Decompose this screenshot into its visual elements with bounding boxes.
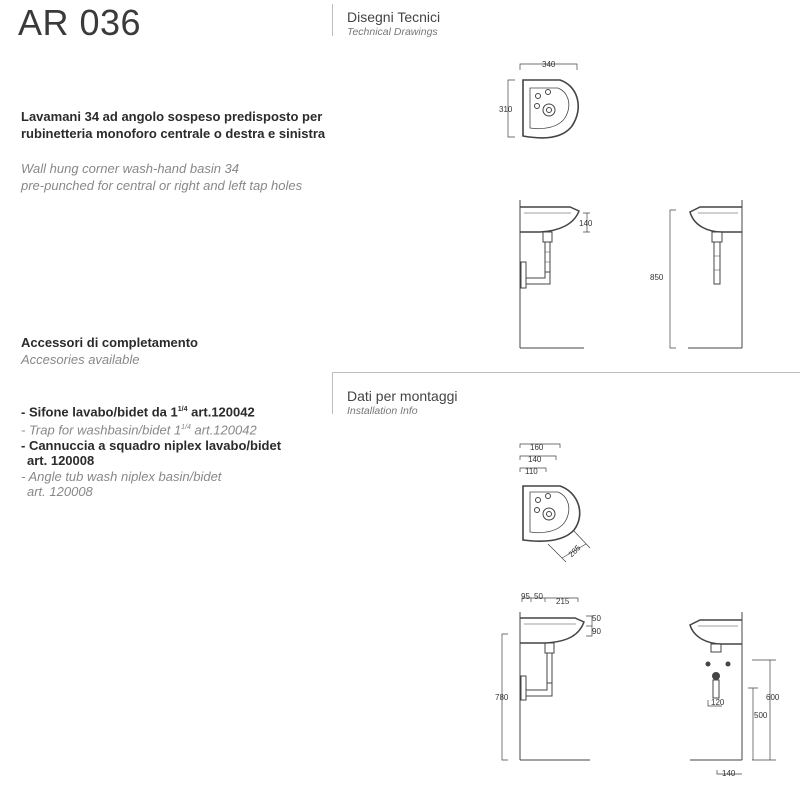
dim-top-depth: 310 [499, 105, 513, 114]
description-italian-line1: Lavamani 34 ad angolo sospeso predisposto per [21, 109, 323, 124]
dim-inst-50a: 50 [534, 592, 543, 601]
accessory-1-italian: - Sifone lavabo/bidet da $1^{1/4}$ art.120042 [21, 404, 255, 420]
top-view-drawing [508, 64, 578, 138]
accessory-2-english-line2: art. 120008 [27, 484, 93, 500]
accessories-title-italian: Accessori di completamento [21, 335, 198, 350]
dim-inst-120: 120 [711, 698, 725, 707]
description-english-line2: pre-punched for central or right and left tap holes [21, 178, 303, 193]
accessory-2-english-line1: - Angle tub wash niplex basin/bidet [21, 468, 222, 484]
installation-side-view [690, 612, 776, 774]
installation-front-view [502, 598, 592, 760]
description-english-line1: Wall hung corner wash-hand basin 34 [21, 161, 240, 176]
dim-inst-95: 95 [521, 592, 530, 601]
installation-title: Dati per montaggi [347, 388, 458, 404]
dim-inst-780: 780 [495, 693, 509, 702]
accessories-title-english: Accesories available [21, 352, 140, 367]
technical-drawings-subtitle: Technical Drawings [347, 26, 438, 38]
product-code: AR 036 [18, 2, 142, 43]
dim-inst-90: 90 [592, 627, 601, 636]
installation-subtitle: Installation Info [347, 405, 418, 417]
dim-inst-285: 285 [566, 543, 583, 560]
dim-inst-500: 500 [754, 711, 768, 720]
dim-front-height: 140 [579, 219, 593, 228]
technical-drawings-title: Disegni Tecnici [347, 9, 441, 25]
dim-inst-215: 215 [556, 597, 570, 606]
accessory-2-italian-line1: - Cannuccia a squadro niplex lavabo/bidet [21, 437, 282, 453]
dim-inst-160: 160 [530, 443, 544, 452]
dim-inst-140: 140 [528, 455, 542, 464]
side-view-drawing [670, 200, 742, 348]
dim-inst-600: 600 [766, 693, 780, 702]
accessory-2-italian-line2: art. 120008 [27, 453, 95, 469]
description-italian-line2: rubinetteria monoforo centrale o destra e sinistra [21, 126, 326, 141]
dim-inst-140b: 140 [722, 769, 736, 778]
dim-top-width: 340 [542, 60, 556, 69]
dim-inst-110: 110 [525, 467, 538, 476]
accessory-1-english: - Trap for washbasin/bidet $1^{1/4}$ art.120042 [21, 422, 257, 438]
dim-side-height: 850 [650, 273, 664, 282]
dim-inst-50b: 50 [592, 614, 601, 623]
